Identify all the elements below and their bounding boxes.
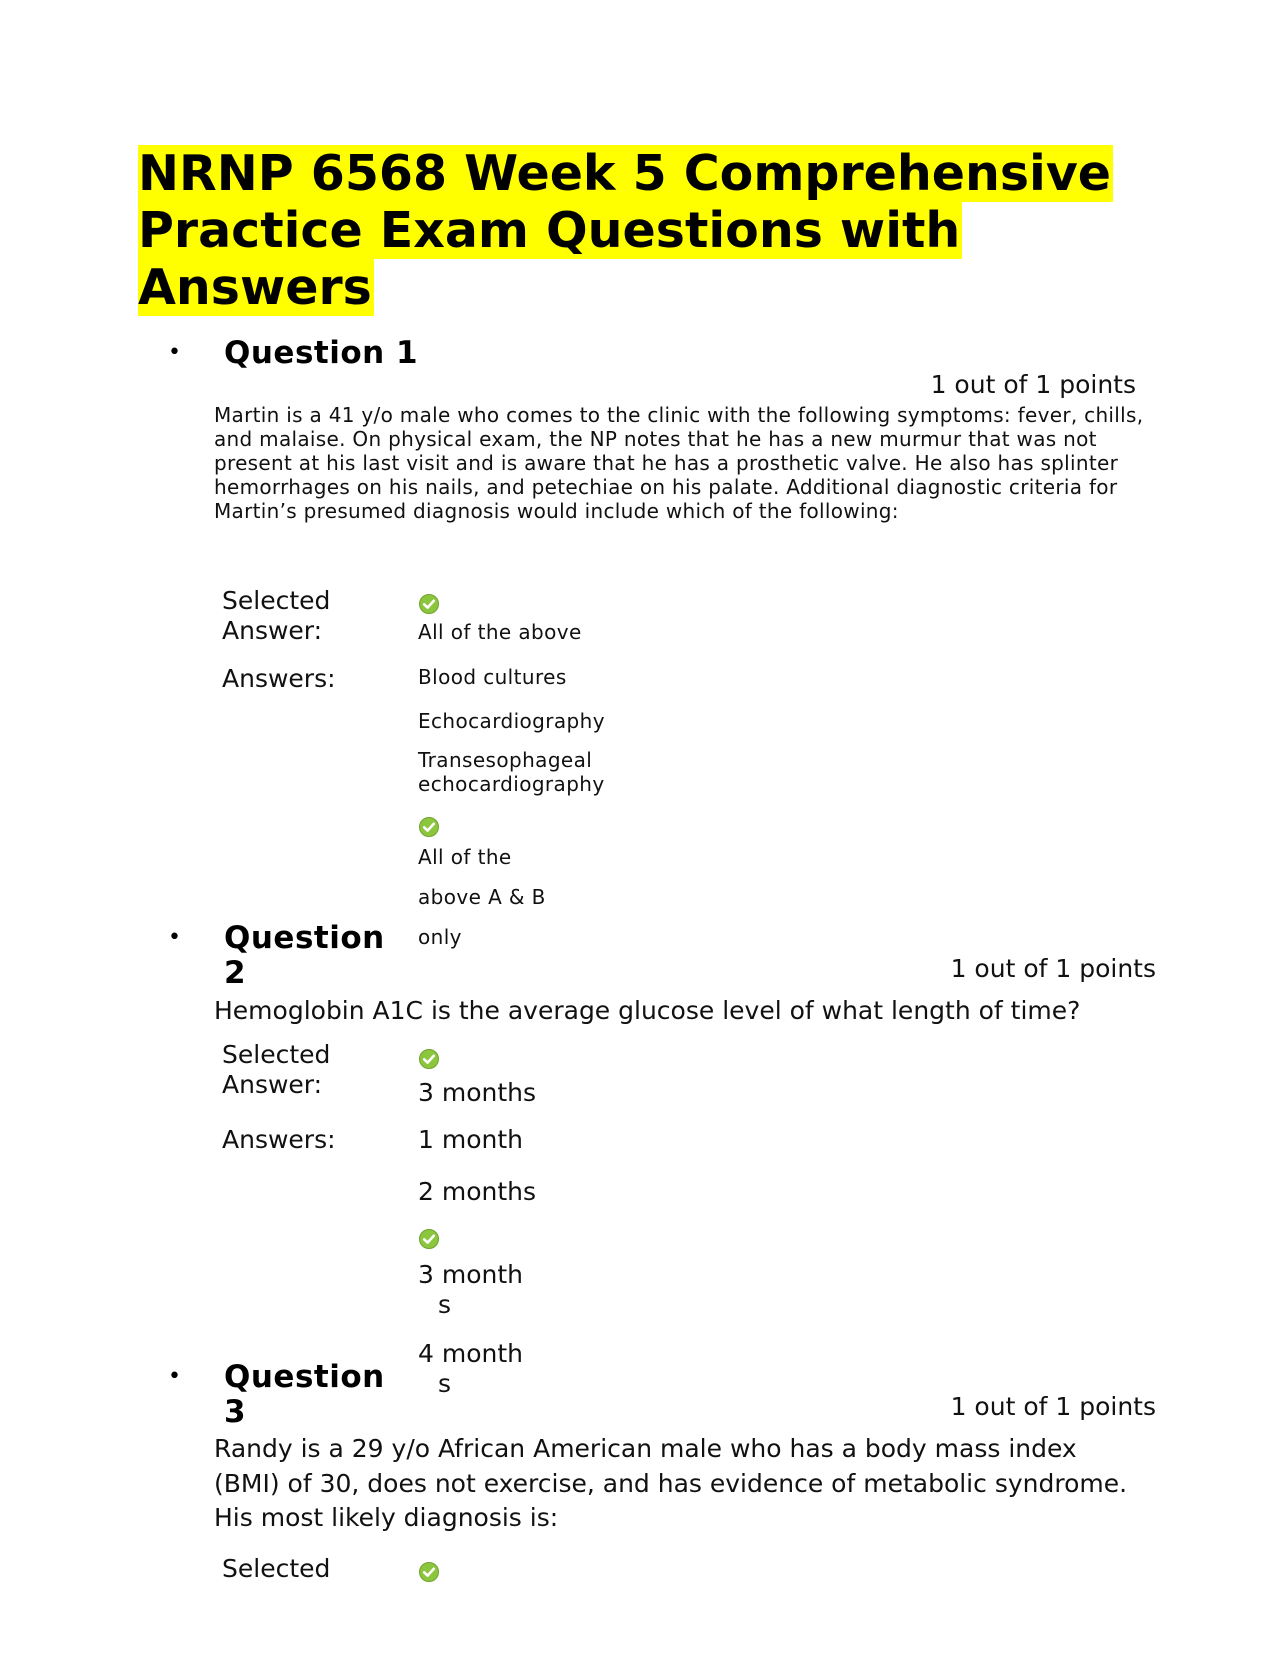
question-1-answer-d-line-2: above A & B [418,885,546,909]
bullet: • [168,340,181,365]
question-2-answer-b: 2 months [418,1177,537,1206]
question-1-points: 1 out of 1 points [930,370,1136,399]
question-1-heading: Question 1 [224,335,419,371]
question-1-answer-c: Transesophageal echocardiography [418,748,605,796]
question-1-answer-d-line-1: All of the [418,845,512,869]
question-2-answer-c-line-2: s [438,1290,452,1319]
bullet: • [168,925,181,950]
question-3-selected-answer-label: Selected [222,1554,331,1583]
question-2-selected-answer: 3 months [418,1078,537,1107]
check-circle-icon [419,1049,439,1069]
question-1-selected-answer: All of the above [418,620,582,644]
question-1-answer-d-line-3: only [418,925,462,949]
question-2-answer-c-line-1: 3 month [418,1260,523,1289]
question-2-heading: Question 2 [224,920,385,991]
question-3-heading: Question 3 [224,1359,385,1430]
question-2-answer-d-line-2: s [438,1369,452,1398]
question-2-answers-label: Answers: [222,1125,336,1154]
check-circle-icon [419,1562,439,1582]
question-1-answers-label: Answers: [222,664,336,693]
title-highlight: NRNP 6568 Week 5 Comprehensive Practice Exam Questions with Answers [138,145,1112,316]
check-circle-icon [419,594,439,614]
question-2-answer-d-line-1: 4 month [418,1339,523,1368]
question-2-points: 1 out of 1 points [950,954,1156,983]
check-circle-icon [419,1229,439,1249]
question-1-text: Martin is a 41 y/o male who comes to the clinic with the following symptoms: fever, chills, and malaise. On physical exam, the NP notes that he has a new murmur that was not present at his last visit and is aware that he has a prosthetic valve. He also has splinter hemorrhages on his nails, and petechiae on his palate. Additional diagnostic criteria for Martin’s presumed diagnosis would include which of the following: [214,403,1144,523]
bullet: • [168,1364,181,1389]
document-title [138,145,1138,316]
question-3-points: 1 out of 1 points [950,1392,1156,1421]
question-2-text: Hemoglobin A1C is the average glucose level of what length of time? [214,996,1081,1025]
check-circle-icon [419,817,439,837]
question-3-text: Randy is a 29 y/o African American male who has a body mass index (BMI) of 30, does not exercise, and has evidence of metabolic syndrome. His most likely diagnosis is: [214,1434,1128,1532]
question-2-answer-a: 1 month [418,1125,523,1154]
question-1-answer-a: Blood cultures [418,665,567,689]
question-1-selected-answer-label: Selected Answer: [222,586,331,645]
question-2-selected-answer-label: Selected Answer: [222,1040,331,1099]
question-1-answer-b: Echocardiography [418,709,605,733]
